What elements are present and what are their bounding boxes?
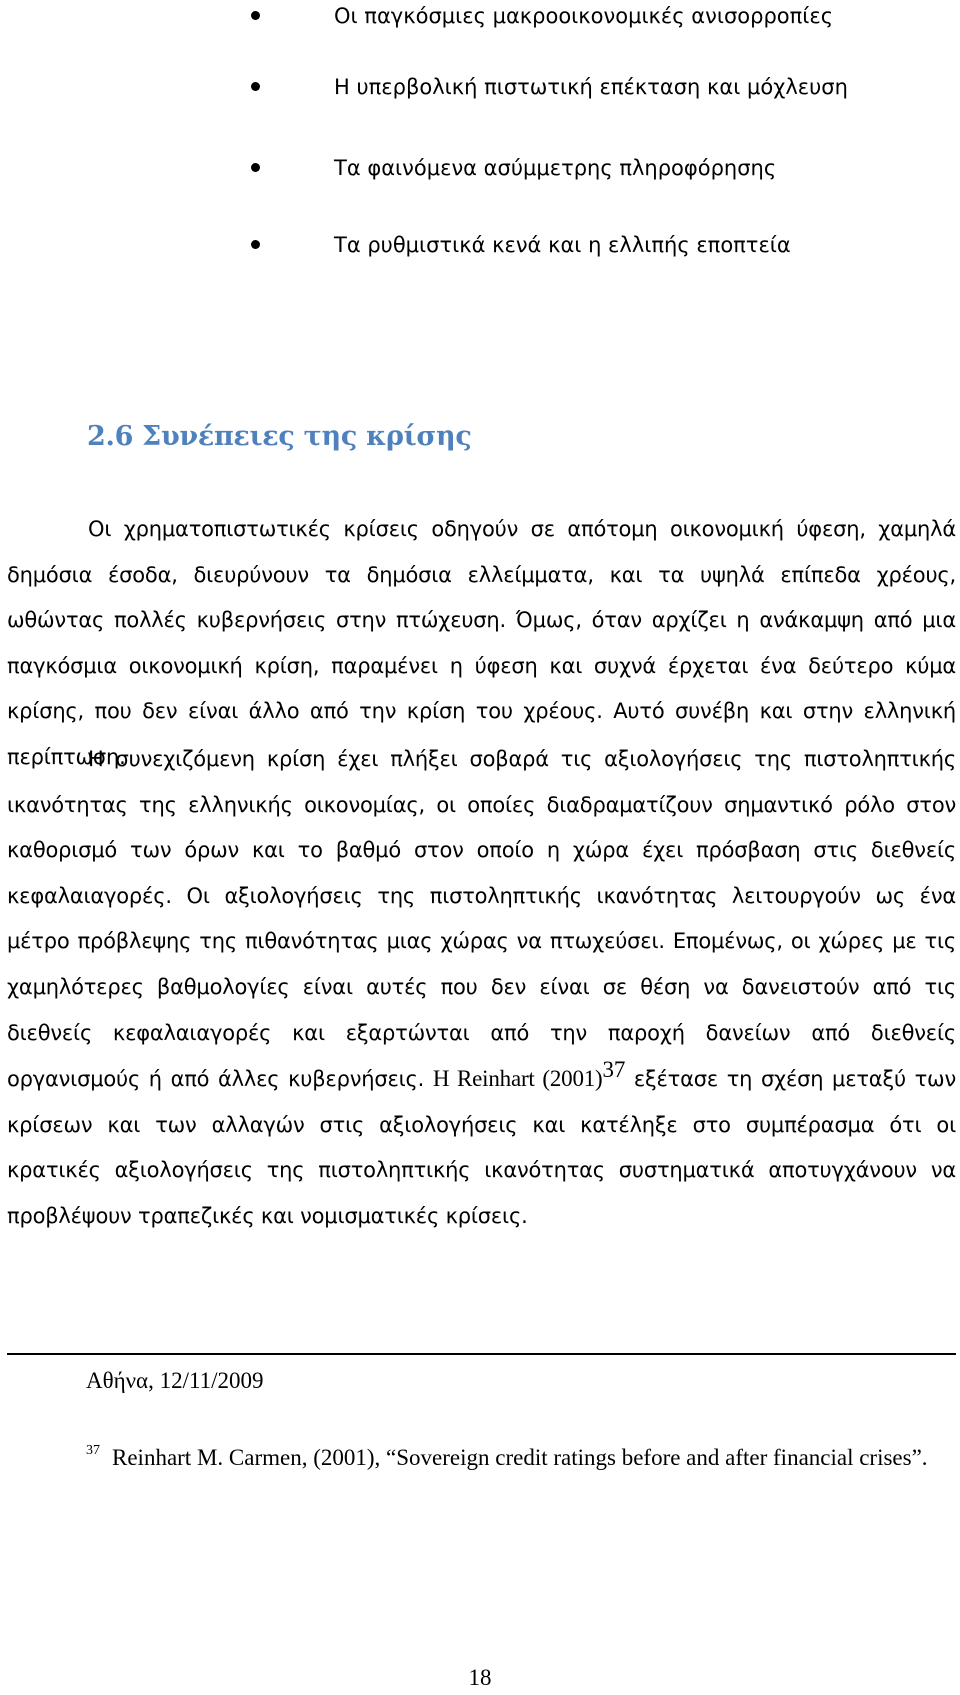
list-item-text: Η υπερβολική πιστωτική επέκταση και μόχλευση <box>334 75 848 99</box>
list-item <box>0 225 960 265</box>
list-item-text: Τα ρυθμιστικά κενά και η ελλιπής εποπτεία <box>334 233 791 257</box>
list-item-text: Οι παγκόσμιες μακροοικονομικές ανισορροπίες <box>334 4 834 28</box>
bullet-icon <box>251 11 260 20</box>
bullet-icon <box>251 240 260 249</box>
list-item <box>0 148 960 188</box>
page-number: 18 <box>468 1665 492 1690</box>
citation-text: Η Reinhart (2001) <box>432 1066 603 1092</box>
list-item <box>0 0 960 36</box>
bullet-icon <box>251 82 260 91</box>
footnote-text: Reinhart M. Carmen, (2001), “Sovereign credit ratings before and after financial crises”. <box>112 1445 928 1470</box>
paragraph-text: εξέτασε τη σχέση μεταξύ των κρίσεων και των αλλαγών στις αξιολογήσεις και κατέληξε στο συμπέρασμα ότι οι κρατικές αξιολογήσεις της πιστοληπτικής ικανότητας συστηματικά αποτυγχάνουν να προβλέψουν τραπεζικές και νομισματικές κρίσεις. <box>7 1067 956 1228</box>
footnote <box>86 1435 956 1480</box>
paragraph-credit-ratings <box>7 737 956 1240</box>
footnote-separator <box>7 1353 956 1355</box>
footnote-reference: 37 <box>602 1057 626 1083</box>
paragraph-text: Η συνεχιζόμενη κρίση έχει πλήξει σοβαρά τις αξιολογήσεις της πιστοληπτικής ικανότητας της ελληνικής οικονομίας, οι οποίες διαδραματίζουν σημαντικό ρόλο στον καθορισμό των όρων και το βαθμό στον οποίο η χώρα έχει πρόσβαση στις διεθνείς κεφαλαιαγορές. Οι αξιολογήσεις της πιστοληπτικής ικανότητας λειτουργούν ως ένα μέτρο πρόβλεψης της πιθανότητας μιας χώρας να πτωχεύσει. Επομένως, οι χώρες με τις χαμηλότερες βαθμολογίες είναι αυτές που δεν είναι σε θέση να δανειστούν από τις διεθνείς κεφαλαιαγορές και εξαρτώνται από την παροχή δανείων από διεθνείς οργανισμούς ή από άλλες κυβερνήσεις. <box>7 747 956 1092</box>
paragraph-consequences: Οι χρηματοπιστωτικές κρίσεις οδηγούν σε απότομη οικονομική ύφεση, χαμηλά δημόσια έσοδα, διευρύνουν τα δημόσια ελλείμματα, και τα υψηλά επίπεδα χρέους, ωθώντας πολλές κυβερνήσεις στην πτώχευση. Όμως, όταν αρχίζει η ανάκαμψη από μια παγκόσμια οικονομική κρίση, παραμένει η ύφεση και συχνά έρχεται ένα δεύτερο κύμα κρίσης, που δεν είναι άλλο από την κρίση του χρέους. Αυτό συνέβη και στην ελληνική περίπτωση. <box>7 517 956 769</box>
footnote-number: 37 <box>86 1443 100 1458</box>
dateline: Αθήνα, 12/11/2009 <box>86 1368 264 1393</box>
list-item-text: Τα φαινόμενα ασύμμετρης πληροφόρησης <box>334 156 777 180</box>
bullet-icon <box>251 163 260 172</box>
list-item <box>0 67 960 107</box>
section-heading: 2.6 Συνέπειες της κρίσης <box>87 421 472 452</box>
